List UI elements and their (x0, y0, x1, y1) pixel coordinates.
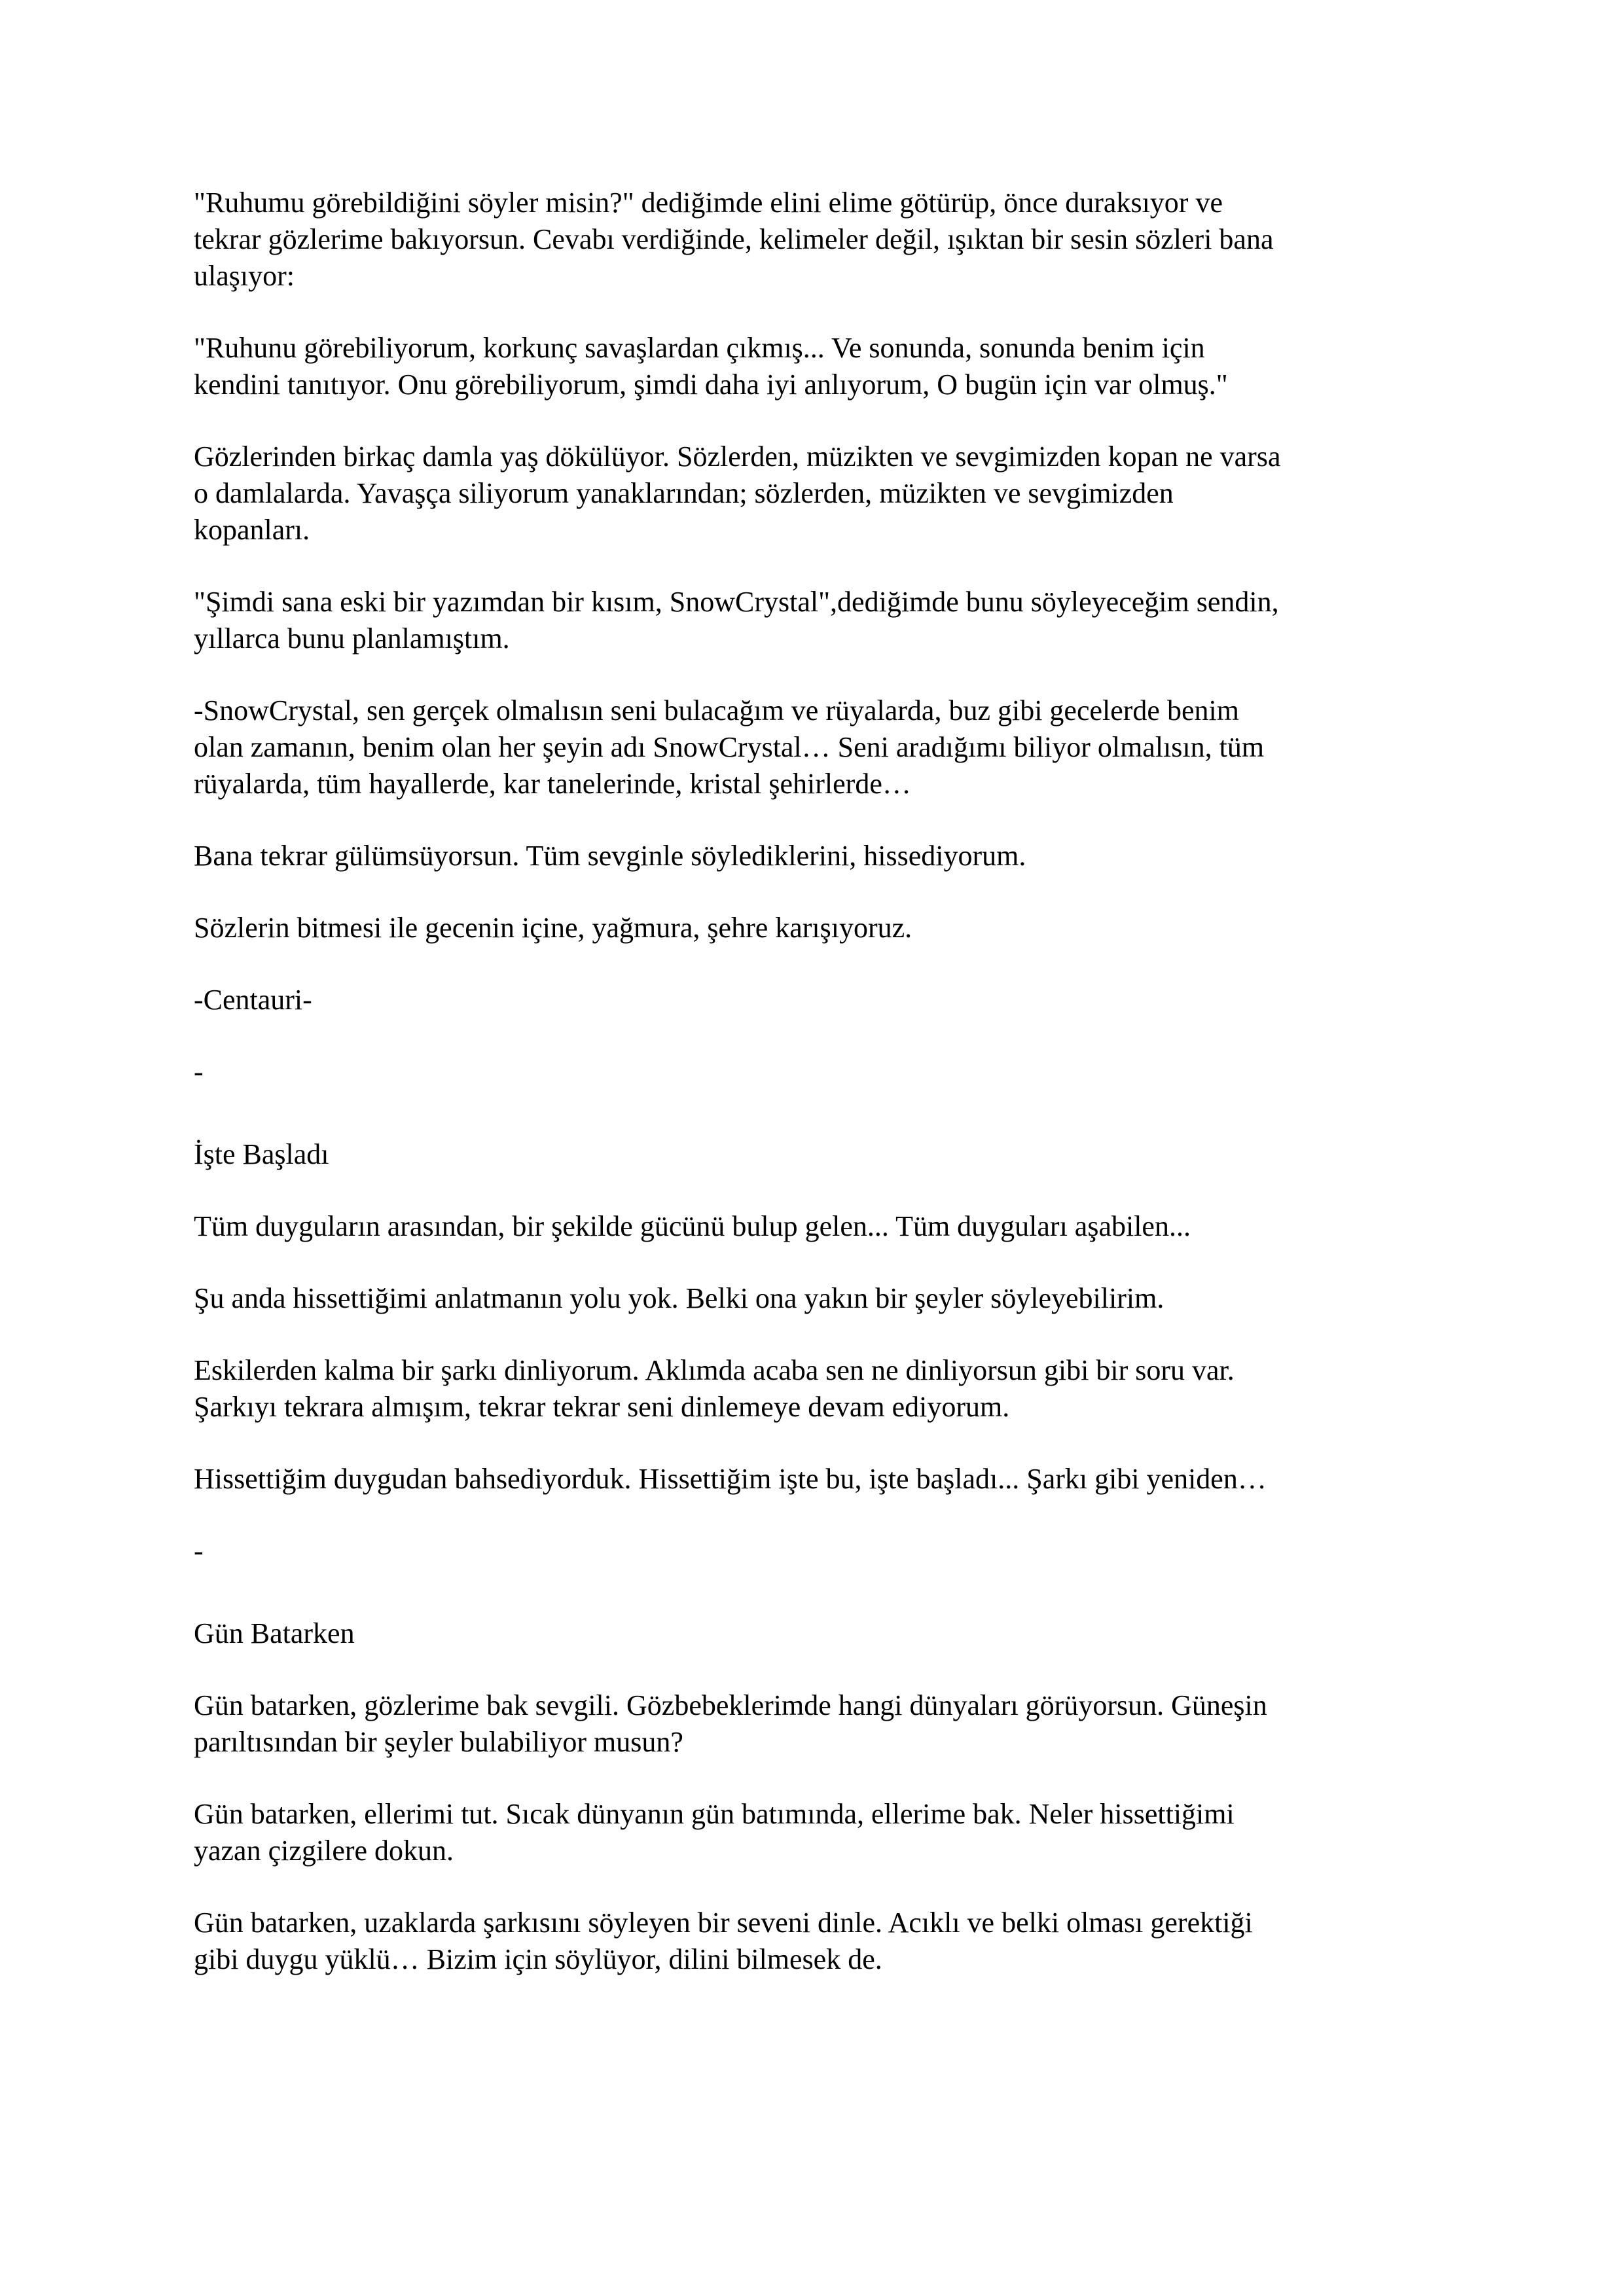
text-line: parıltısından bir şeyler bulabiliyor musun? (194, 1726, 683, 1758)
paragraph (194, 1905, 1457, 1978)
text-line: Gün batarken, ellerimi tut. Sıcak dünyanın gün batımında, ellerime bak. Neler hissettiğimi (194, 1798, 1235, 1830)
text-line: o damlalarda. Yavaşça siliyorum yanaklarından; sözlerden, müzikten ve sevgimizden (194, 477, 1174, 509)
paragraph (194, 1280, 1457, 1317)
text-line: "Ruhumu görebildiğini söyler misin?" dediğimde elini elime götürüp, önce duraksıyor ve (194, 187, 1223, 219)
text-line: yazan çizgilere dokun. (194, 1835, 454, 1867)
text-line: yıllarca bunu planlamıştım. (194, 622, 510, 655)
text-line: gibi duygu yüklü… Bizim için söylüyor, dilini bilmesek de. (194, 1943, 882, 1975)
text-line: -SnowCrystal, sen gerçek olmalısın seni bulacağım ve rüyalarda, buz gibi gecelerde benim (194, 694, 1239, 726)
separator-dash: - (194, 1056, 204, 1088)
paragraph (194, 439, 1457, 548)
text-line: Gün batarken, gözlerime bak sevgili. Gözbebeklerimde hangi dünyaları görüyorsun. Güneşin (194, 1689, 1267, 1721)
text-line: Şarkıyı tekrara almışım, tekrar tekrar seni dinlemeye devam ediyorum. (194, 1391, 1010, 1423)
paragraph (194, 1352, 1457, 1426)
text-line: Hissettiğim duygudan bahsediyorduk. Hissettiğim işte bu, işte başladı... Şarkı gibi yeniden… (194, 1463, 1267, 1495)
text-line: "Ruhunu görebiliyorum, korkunç savaşlardan çıkmış... Ve sonunda, sonunda benim için (194, 332, 1205, 364)
section-title (194, 1136, 1457, 1173)
text-line: -Centauri- (194, 984, 312, 1016)
text-line: kopanları. (194, 514, 310, 546)
paragraph (194, 838, 1457, 874)
text-line: tekrar gözlerime bakıyorsun. Cevabı verdiğinde, kelimeler değil, ışıktan bir sesin sözleri bana (194, 223, 1274, 255)
text-line: Gözlerinden birkaç damla yaş dökülüyor. Sözlerden, müzikten ve sevgimizden kopan ne varsa (194, 440, 1281, 473)
text-line: Sözlerin bitmesi ile gecenin içine, yağmura, şehre karışıyoruz. (194, 912, 912, 944)
paragraph (194, 330, 1457, 403)
text-line: Eskilerden kalma bir şarkı dinliyorum. Aklımda acaba sen ne dinliyorsun gibi bir soru var. (194, 1354, 1235, 1386)
text-line: Tüm duyguların arasından, bir şekilde gücünü bulup gelen... Tüm duyguları aşabilen... (194, 1210, 1191, 1242)
section-title-text: İşte Başladı (194, 1138, 329, 1170)
paragraph (194, 1208, 1457, 1245)
paragraph (194, 1687, 1457, 1761)
signature-line (194, 982, 1457, 1018)
section-separator (194, 1533, 1457, 1570)
text-line: Gün batarken, uzaklarda şarkısını söyleyen bir seveni dinle. Acıklı ve belki olması gerektiği (194, 1907, 1253, 1939)
paragraph (194, 692, 1457, 802)
text-line: olan zamanın, benim olan her şeyin adı SnowCrystal… Seni aradığımı biliyor olmalısın, tüm (194, 731, 1265, 763)
text-line: ulaşıyor: (194, 260, 295, 292)
section-separator (194, 1054, 1457, 1090)
text-line: Bana tekrar gülümsüyorsun. Tüm sevginle söylediklerini, hissediyorum. (194, 840, 1026, 872)
text-line: Şu anda hissettiğimi anlatmanın yolu yok. Belki ona yakın bir şeyler söyleyebilirim. (194, 1282, 1164, 1314)
paragraph (194, 185, 1457, 295)
document-page (194, 185, 1457, 2013)
text-line: "Şimdi sana eski bir yazımdan bir kısım, SnowCrystal",dediğimde bunu söyleyeceğim sendin, (194, 586, 1279, 618)
separator-dash: - (194, 1535, 204, 1567)
section-title (194, 1615, 1457, 1652)
section-title-text: Gün Batarken (194, 1617, 355, 1649)
paragraph (194, 584, 1457, 657)
text-line: kendini tanıtıyor. Onu görebiliyorum, şimdi daha iyi anlıyorum, O bugün için var olmuş." (194, 368, 1228, 401)
paragraph (194, 1796, 1457, 1869)
text-line: rüyalarda, tüm hayallerde, kar tanelerinde, kristal şehirlerde… (194, 768, 911, 800)
paragraph (194, 1461, 1457, 1498)
paragraph (194, 910, 1457, 946)
